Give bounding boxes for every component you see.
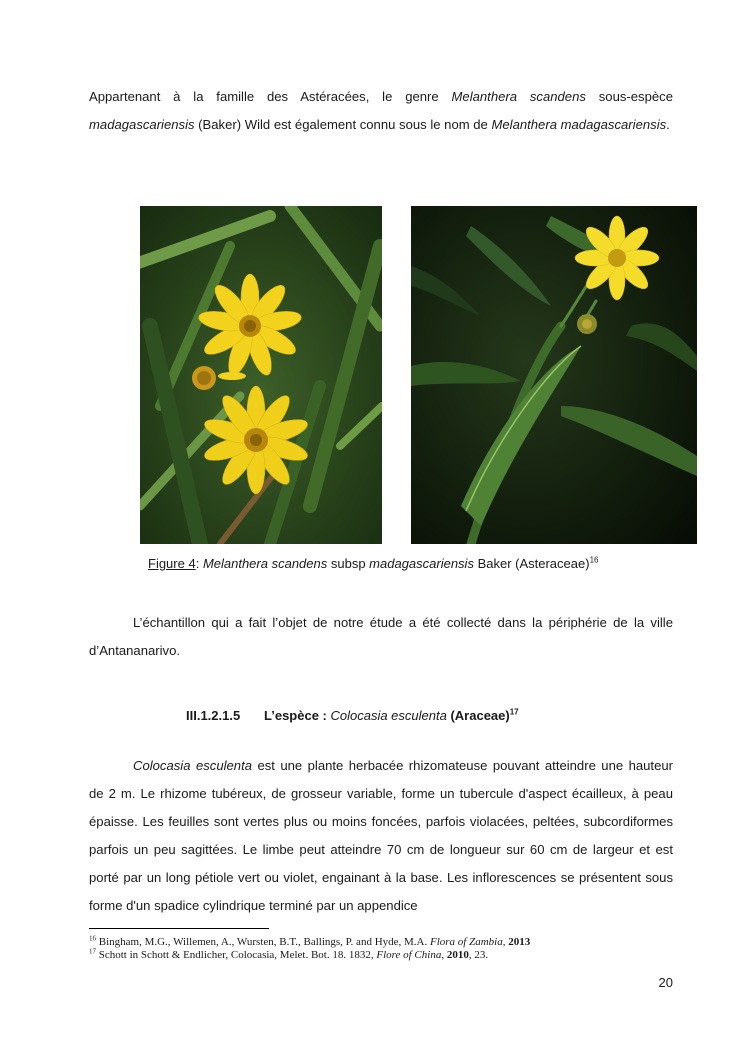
intro-text-2: sous-espèce [585, 89, 673, 104]
flower-photo-left [140, 206, 382, 544]
footnote-17-authors: Schott in Schott & Endlicher, Colocasia, Melet. Bot. 18. 1832, [96, 949, 377, 961]
figure-caption [148, 554, 598, 574]
footnote-divider [89, 928, 269, 929]
figure-sep: : [195, 556, 203, 571]
footnote-16-number: 16 [89, 934, 96, 943]
footnote-16 [89, 935, 530, 949]
intro-paragraph [89, 83, 673, 139]
footnote-17-year: 2010 [446, 949, 469, 961]
intro-text-4: . [666, 117, 670, 132]
footnote-17 [89, 948, 488, 962]
footnote-17-number: 17 [89, 947, 96, 956]
intro-text-1: Appartenant à la famille des Astéracées, le genre [89, 89, 452, 104]
sample-paragraph: L’échantillon qui a fait l’objet de notre étude a été collecté dans la périphérie de la ville d’Antananarivo. [89, 615, 673, 658]
section-family: (Araceae) [446, 708, 510, 723]
figure-subsp: subsp [327, 556, 370, 571]
section-species: Colocasia esculenta [330, 708, 447, 723]
figure-footnote-ref: 16 [589, 555, 599, 565]
section-title: L’espèce : [264, 708, 331, 723]
intro-subspecies: madagascariensis [89, 117, 195, 132]
intro-synonym: Melanthera madagascariensis [491, 117, 667, 132]
footnote-17-tail: , 23. [468, 949, 489, 961]
footnote-16-sep: , [502, 936, 509, 948]
footnote-16-year: 2013 [508, 936, 531, 948]
colocasia-paragraph [89, 752, 673, 920]
section-heading [186, 706, 519, 726]
section-number: III.1.2.1.5 [186, 708, 241, 723]
flower-head-small [577, 314, 597, 334]
figure-variety: madagascariensis [369, 556, 474, 571]
section-footnote-ref: 17 [509, 707, 519, 717]
flower-right [575, 216, 659, 300]
flower-photo-right [411, 206, 697, 544]
footnote-17-sep: , [441, 949, 447, 961]
figure-species: Melanthera scandens [202, 556, 328, 571]
intro-text-3: (Baker) Wild est également connu sous le nom de [194, 117, 492, 132]
footnote-16-authors: Bingham, M.G., Willemen, A., Wursten, B.T., Ballings, P. and Hyde, M.A. [96, 936, 430, 948]
footnote-17-title: Flore of China [376, 949, 442, 961]
page-number: 20 [658, 975, 673, 990]
figure-rest: Baker (Asteraceae) [473, 556, 590, 571]
figure-label: Figure 4 [148, 556, 196, 571]
colocasia-text: est une plante herbacée rhizomateuse pouvant atteindre une hauteur de 2 m. Le rhizome tubéreux, de grosseur variable, forme un tubercule d'aspect écailleux, à peau épaisse. Les feuilles sont vertes plus ou moins foncées, parfois violacées, peltées, subcordiformes parfois un peu sagittées. Le limbe peut atteindre 70 cm de longueur sur 60 cm de largeur et est porté par un long pétiole vert ou violet, engainant à la base. Les inflorescences se présentent sous forme d'un spadice cylindrique terminé par un appendice [89, 758, 673, 913]
footnote-16-title: Flora of Zambia [430, 936, 503, 948]
intro-genus: Melanthera scandens [451, 89, 586, 104]
colocasia-species: Colocasia esculenta [133, 758, 252, 773]
